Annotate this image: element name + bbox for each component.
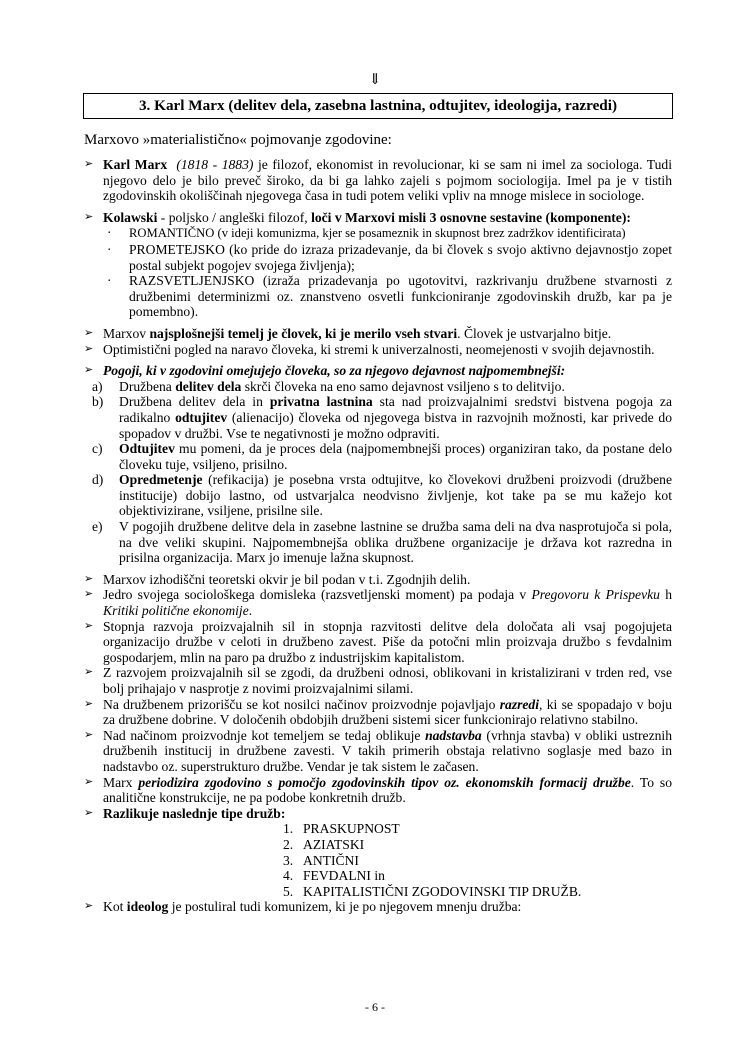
list-item: 1. PRASKUPNOST xyxy=(283,821,400,837)
arrow-bullet-icon: ➢ xyxy=(84,666,94,679)
bullet-optimisticni: ➢ Optimistični pogled na naravo človeka, ki stremi k univerzalnosti, neomejenosti v svojih dejavnostih. xyxy=(84,341,655,357)
section-title: 3. Karl Marx (delitev dela, zasebna lastnina, odtujitev, ideologija, razredi) xyxy=(138,97,618,114)
arrow-bullet-icon: ➢ xyxy=(84,158,94,170)
page-number: - 6 - xyxy=(365,1000,385,1014)
arrow-bullet-icon: ➢ xyxy=(84,364,94,377)
bullet-pogoji: ➢ Pogoji, ki v zgodovini omejujejo človeka, so za njegovo dejavnost najpomembnejši: xyxy=(84,363,566,379)
condition-item-a: a) Družbena delitev dela skrči človeka na eno samo dejavnost vsiljeno s to delitvijo. xyxy=(92,378,565,394)
section-title-box xyxy=(83,93,673,119)
condition-item-e: e) V pogojih družbene delitve dela in zasebne lastnine se družba sama deli na dva nasprotujoča si pola, na dve veliki skupini. Najpomembnejša oblika družbene organizacije je država kot razredna in prisilna organizacija. Marx jo imenuje lažna skupnost. xyxy=(92,519,672,566)
term: Karl Marx xyxy=(103,157,168,172)
dot-bullet-icon: · xyxy=(107,225,112,241)
arrow-bullet-icon: ➢ xyxy=(84,210,94,223)
term: Kolawski xyxy=(103,209,158,225)
down-arrow-icon: ⇓ xyxy=(368,72,382,88)
bullet-stopnja: ➢ Stopnja razvoja proizvajalnih sil in stopnja razvitosti delitve dela določata ali vsaj pogojujeta organizacijo družbe v celoti in družbeno zavest. Piše da potočni mlin proizvaja družbo s fevdalnim gospodarjem, mlin na paro pa družbo z industrijskim kapitalistom. xyxy=(84,618,672,665)
society-types-list xyxy=(84,821,672,899)
arrow-bullet-icon: ➢ xyxy=(84,900,94,913)
arrow-bullet-icon: ➢ xyxy=(84,775,94,788)
arrow-bullet-icon: ➢ xyxy=(84,806,94,819)
component-item: · RAZSVETLJENJSKO (izraža prizadevanja po ugotovitvi, razkrivanju družbene stvarnosti z družbenimi determinizmi oz. znanstveno osvetli funkcioniranje zgodovinskih družb, kar pa je pomembno). xyxy=(107,273,672,320)
bullet-izhodiscni: ➢ Marxov izhodiščni teoretski okvir je bil podan v t.i. Zgodnjih delih. xyxy=(84,571,471,587)
arrow-bullet-icon: ➢ xyxy=(84,326,94,339)
condition-item-d: d) Opredmetenje (refikacija) je posebna vrsta odtujitve, ko človekovi družbeni proizvodi (družbene institucije) dobijo lastno, od ustvarjalca neodvisno življenje, kot take pa se mu kažejo kot objektivizirane, vsiljene, prisilne sile. xyxy=(92,472,672,519)
list-item: 2. AZIATSKI xyxy=(283,836,365,852)
bullet-ideolog: ➢ Kot ideolog je postuliral tudi komunizem, ki je po njegovem mnenju družba: xyxy=(84,899,522,915)
bullet-razredi: ➢ Na družbenem prizorišču se kot nosilci načinov proizvodnje pojavljajo razredi, ki se spopadajo v boju za družbene dobrine. V določenih obdobjih družbeni sistemi sicer funkcionirajo relativno stabilno. xyxy=(84,696,672,728)
years: (1818 - 1883) xyxy=(176,157,254,172)
bullet-temelj: ➢ Marxov najsplošnejši temelj je človek, ki je merilo vseh stvari. Človek je ustvarjalno bitje. xyxy=(84,325,612,341)
condition-item-b: b) Družbena delitev dela in privatna lastnina sta nad proizvajalnimi sredstvi bistvena pogoja za radikalno odtujitev (alienacijo) človeka od njegovega bistva in razvojnih možnosti, kar privede do spopadov v družbi. Vse te negativnosti je možno odpraviti. xyxy=(92,394,673,441)
arrow-bullet-icon: ➢ xyxy=(84,619,94,632)
dot-bullet-icon: · xyxy=(107,273,112,289)
bullet-kolawski: ➢ Kolawski - poljsko / angleški filozof, loči v Marxovi misli 3 osnovne sestavine (komponente): xyxy=(84,209,631,225)
bullet-periodizira: ➢ Marx periodizira zgodovino s pomočjo zgodovinskih tipov oz. ekonomskih formacij družbe. To so analitične konstrukcije, ne pa podobe konkretnih družb. xyxy=(84,774,672,806)
dot-bullet-icon: · xyxy=(107,241,112,257)
bullet-karl-marx: ➢ Karl Marx (1818 - 1883) je filozof, ekonomist in revolucionar, ki se sam ni imel za sociologa. Tudi njegovo delo je bilo preveč široko, da bi ga lahko zajeli s pojmom sociologija. Imel pa je v tistih zgodovinskih okoliščinah njegovega časa in tudi potem veliki vpliv na mnoge mislece in sociologe. xyxy=(84,157,672,204)
list-item: 4. FEVDALNI in xyxy=(283,868,385,884)
bullet-razvoj: ➢ Z razvojem proizvajalnih sil se zgodi, da družbeni odnosi, oblikovani in kristalizirani v trden red, vse bolj prihajajo v nasprotje z novimi proizvajalnimi silami. xyxy=(84,665,672,696)
list-item: 5. KAPITALISTIČNI ZGODOVINSKI TIP DRUŽB. xyxy=(283,883,582,899)
arrow-bullet-icon: ➢ xyxy=(84,342,94,355)
arrow-bullet-icon: ➢ xyxy=(84,697,94,710)
arrow-bullet-icon: ➢ xyxy=(84,572,94,585)
arrow-bullet-icon: ➢ xyxy=(84,588,94,601)
list-item: 3. ANTIČNI xyxy=(283,852,359,868)
component-item: · ROMANTIČNO (v ideji komunizma, kjer se posameznik in skupnost brez zadržkov identificirata) xyxy=(107,225,626,241)
condition-item-c: c) Odtujitev mu pomeni, da je proces dela (najpomembnejši proces) organiziran tako, da postane delo človeku tuje, vsiljeno, prisilno. xyxy=(92,441,672,472)
content-body xyxy=(84,157,672,915)
bullet-nadstavba: ➢ Nad načinom proizvodnje kot temeljem se tedaj oblikuje nadstavba (vrhnja stavba) v obliki ustreznih družbenih institucij in družbene zavesti. V takih primerih obstaja relativno soglasje med bazo in nadstavbo oz. superstrukturo družbe. Vendar je tak sistem le začasen. xyxy=(84,727,672,774)
bullet-jedro: ➢ Jedro svojega sociološkega domisleka (razsvetljenski moment) pa podaja v Pregovoru k Prispevku h Kritiki politične ekonomije. xyxy=(84,587,672,619)
component-item: · PROMETEJSKO (ko pride do izraza prizadevanje, da bi človek s svojo aktivno dejavnostjo zopet postal subjekt pogojev svojega življenja); xyxy=(107,241,672,273)
intro-heading: Marxovo »materialistično« pojmovanje zgodovine: xyxy=(84,132,392,148)
arrow-bullet-icon: ➢ xyxy=(84,728,94,741)
bullet-tipi: ➢ Razlikuje naslednje tipe družb: xyxy=(84,805,286,821)
